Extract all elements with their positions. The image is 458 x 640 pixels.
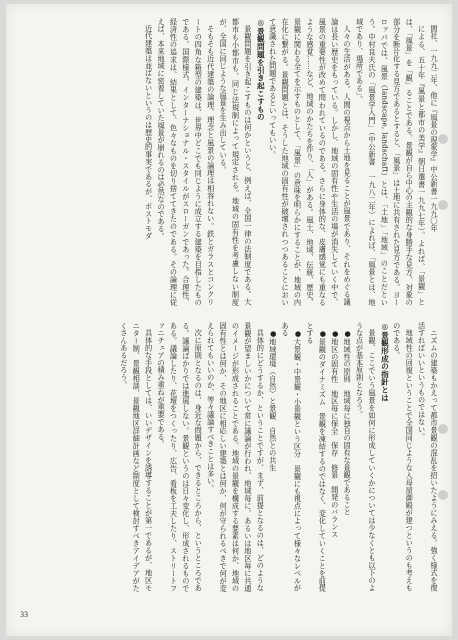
paragraph: 近代建築は並ばないというのは歴史的事実であるが、ポストモダ [144, 25, 154, 240]
paragraph: 具体的な手段としては、いいデザインを誘導することが第一であるが、地区モニター制、景観相談、景観地区詳細計画など制度として検討すべきアイデアがたくさんあるだろう。 [119, 322, 154, 592]
paragraph: 人々の生活がある。人間の視点から土地を見ることが風景であり、それをめぐる議論は長い歴史をもっている。しかし、地域の固有性や生活の場が消失していく中で、風景の重要性が改めて問われているのである。さらに身体的な、皮膚感覚にも重なるような感覚……など、地域のかたちを作り、「人」がある。風土、地域、伝統、歴史、景観に関わる全てを示すものとして、「風景」の意味を明らかにすることが、地域の内在化に繋がる。景観問題とは、そうした地域の固有性が破壊されつつあることにおいて意識された問題であるといってもいい。 [268, 18, 353, 306]
document-page [6, 4, 452, 636]
bullet-item: ●地域環境（自然）と景観 自然との共生 [268, 329, 278, 472]
bullet-item: ●地域性の原則 地域毎に独自の固有な景観であること [343, 329, 353, 516]
paragraph: そもそも近代建築の論理、理念と風景の論理は相容れない。鉄とガラスとコンクリートの四角な箱型の建築は、世界中どこでも同じように成立する建築を目指したものである。国際様式、インターナショナル・スタイルがスローガンであった。合理性、経済性の追求は、結果として、色々なものを切り捨ててきたのである。その論理に従えば、本来地域に密着していた風景が崩れるのは必然なのである。 [157, 18, 216, 306]
paragraph: 景観、ここでいう風景を如何に形成していくかについては少なくとも以下のような点が基本原則となろう。 [355, 322, 377, 592]
paragraph: による、五十年『風景と都市の美学』朝日選書一九九七年）。よれば、「景観」とは、「風景」を「観」ることである。景観が自ら中心の主観的な身勝手な見方、対象の部分を断片化する見方であるとすると、「風景」は土地に共有された見方である。ヨーロッパでは、風景（landscape, landschaft）とは、「土地」「地域」のことだという。中村良夫氏の「風景学入門」（中公新書 一九八二年）によれば、「風景とは、地域であり、場所である」。 [355, 18, 427, 306]
section-heading: ◎景観問題を引き起こすもの [256, 18, 266, 121]
paragraph: ニズムの建築もかえって都市景観の混乱を招いたようにみえる。強く様式を復活すればいいというものではない。 [417, 322, 439, 592]
paragraph: 間社、一九九二年、他に『風景の現象学』中公新書一九九〇年 [430, 25, 439, 233]
paragraph: 景観問題を引き起こすものは何かというと、例えば、全国一律の法制度である。大都市も小都市も、同じ法規制によって規定される。地域の固有性を考慮しない制度が、全国に同じような風景を生み出している。 [219, 18, 253, 306]
bullet-item: ●大景観・中景観・小景観という区分 景観にも視点によって様々なレベルがある [281, 322, 303, 592]
paragraph: 具体的にどうするか、ということですが、まず、前提となるのは、どのような景観が望ましいかについて常に議論が行われ、地域毎に、あるいは地区毎に共通のイメージが形成されることである。地域の景観を構成する要素は何か、地域の固有性とは何か、その地区に相応しい建築とは何か、何が守られるべきで何が変えられてもいいのか、等々議論すべきことは多い。 [206, 322, 266, 592]
page-number: 33 [20, 610, 28, 619]
bullet-item: ●地区の固有性 地区毎に保全 保存 修景 開発のバランス [330, 329, 340, 539]
bottom-text-band [28, 322, 440, 592]
paragraph: 次に原則となるのは、身近な問題から、できるところから、というところである。議論ばかりでは進展しない。景観というのは日々変化し、形成されるものである。議論したり、花壇をつくったり、広告、看板を工夫したり、ストリートファニチュアの積み重ねが重要である。 [157, 322, 204, 592]
top-text-band [28, 18, 440, 306]
bullet-item: ●景観のダイナミズム 景観を凍結するのではなく、変化していくことを前提とする [305, 322, 328, 592]
section-heading: ◎景観形成の指針とは [380, 322, 390, 402]
paragraph: 地域性の回復ということで全国同じような入母屋御殿が建つというのも考えものである。 [392, 322, 415, 592]
